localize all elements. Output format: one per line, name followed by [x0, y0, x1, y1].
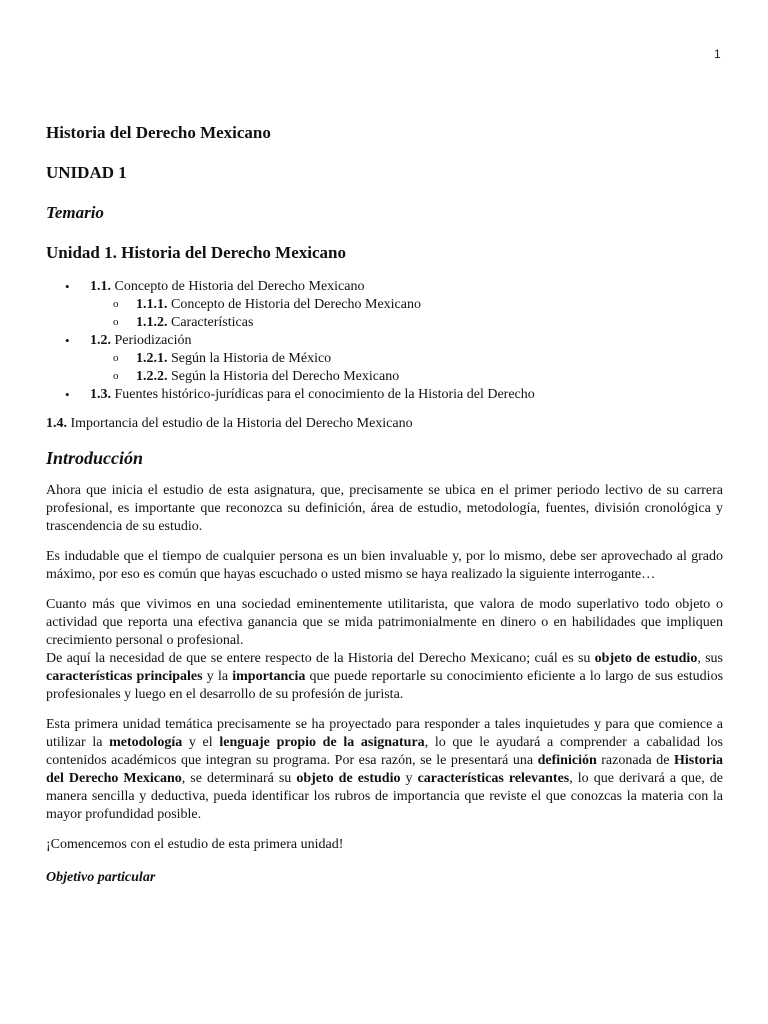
syllabus-item-1-4	[46, 415, 723, 433]
text-run: , sus	[697, 651, 723, 666]
document-body	[46, 121, 723, 887]
intro-paragraph-5	[46, 716, 723, 824]
page-number: 1	[714, 47, 721, 61]
item-text: Según la Historia de México	[171, 351, 332, 366]
unit-label: UNIDAD 1	[46, 163, 127, 182]
intro-paragraph-3: Cuanto más que vivimos en una sociedad eminentemente utilitarista, que valora de modo superlativo todo objeto o actividad que reporta una efectiva ganancia que se mida patrimonialmente en dinero o en habilidades que impliquen crecimiento personal o profesional.	[46, 597, 723, 648]
list-item	[46, 296, 723, 314]
text-run: , lo que le ayudará a comprender a cabalidad los contenidos académicos que integran su programa. Por esa razón, se le presentará una	[46, 735, 723, 768]
objective-heading: Objetivo particular	[46, 870, 156, 885]
intro-paragraph-4	[46, 650, 723, 704]
text-run: razonada de	[596, 753, 674, 768]
intro-paragraph-1: Ahora que inicia el estudio de esta asignatura, que, precisamente se ubica en el primer periodo lectivo de su carrera profesional, es importante que reconozca su definición, área de estudio, metodología, fuentes, división cronológica y trascendencia de su estudio.	[46, 483, 723, 534]
bold-run: importancia	[232, 669, 306, 684]
bold-run: metodología	[109, 735, 183, 750]
bold-run: objeto de estudio	[296, 771, 401, 786]
bold-run: lenguaje propio de la asignatura	[219, 735, 425, 750]
list-item	[46, 332, 723, 350]
text-run: que puede reportarle su conocimiento eficiente a lo largo de sus estudios profesionales y luego en el desarrollo de su profesión de jurista.	[46, 669, 724, 702]
document-title: Historia del Derecho Mexicano	[46, 123, 271, 142]
syllabus-heading: Temario	[46, 203, 104, 222]
text-run: , se determinará su	[181, 771, 297, 786]
list-item	[46, 314, 723, 332]
list-item	[46, 386, 723, 404]
item-text: Fuentes histórico-jurídicas para el conocimiento de la Historia del Derecho	[114, 387, 535, 402]
unit-heading: Unidad 1. Historia del Derecho Mexicano	[46, 243, 346, 262]
item-text: Importancia del estudio de la Historia del Derecho Mexicano	[70, 416, 413, 431]
list-item	[46, 368, 723, 386]
item-text: Periodización	[114, 333, 192, 348]
introduction-heading: Introducción	[46, 448, 144, 468]
intro-paragraph-2: Es indudable que el tiempo de cualquier persona es un bien invaluable y, por lo mismo, debe ser aprovechado al grado máximo, por eso es común que hayas escuchado o usted mismo se haya realizado la siguiente interrogante…	[46, 549, 723, 582]
text-run: Esta primera unidad temática precisamente se ha proyectado para responder a tales inquietudes y para que comience a utilizar la	[46, 717, 723, 750]
bold-run: definición	[537, 753, 597, 768]
bold-run: características principales	[46, 669, 203, 684]
syllabus-list	[46, 278, 723, 404]
text-run: y el	[182, 735, 220, 750]
item-number: 1.2.	[90, 333, 111, 348]
item-number: 1.4.	[46, 416, 67, 431]
bold-run: características relevantes	[417, 771, 570, 786]
text-run: De aquí la necesidad de que se entere respecto de la Historia del Derecho Mexicano; cuál es su	[46, 651, 595, 666]
item-number: 1.1.	[90, 279, 111, 294]
bold-run: Historia del Derecho Mexicano	[46, 753, 723, 786]
list-item	[46, 278, 723, 296]
list-item	[46, 350, 723, 368]
item-number: 1.2.2.	[136, 369, 168, 384]
text-run: , lo que derivará a que, de manera sencilla y deductiva, pueda identificar los rubros de importancia que reviste el que conozcas la materia con la mayor profundidad posible.	[46, 771, 724, 822]
text-run: y la	[202, 669, 233, 684]
item-number: 1.3.	[90, 387, 111, 402]
item-text: Según la Historia del Derecho Mexicano	[171, 369, 400, 384]
item-text: Características	[171, 315, 254, 330]
item-number: 1.1.1.	[136, 297, 168, 312]
item-number: 1.2.1.	[136, 351, 168, 366]
item-text: Concepto de Historia del Derecho Mexicano	[171, 297, 421, 312]
item-text: Concepto de Historia del Derecho Mexicano	[114, 279, 365, 294]
item-number: 1.1.2.	[136, 315, 168, 330]
bold-run: objeto de estudio	[594, 651, 698, 666]
text-run: y	[400, 771, 418, 786]
intro-paragraph-6: ¡Comencemos con el estudio de esta primera unidad!	[46, 837, 344, 852]
